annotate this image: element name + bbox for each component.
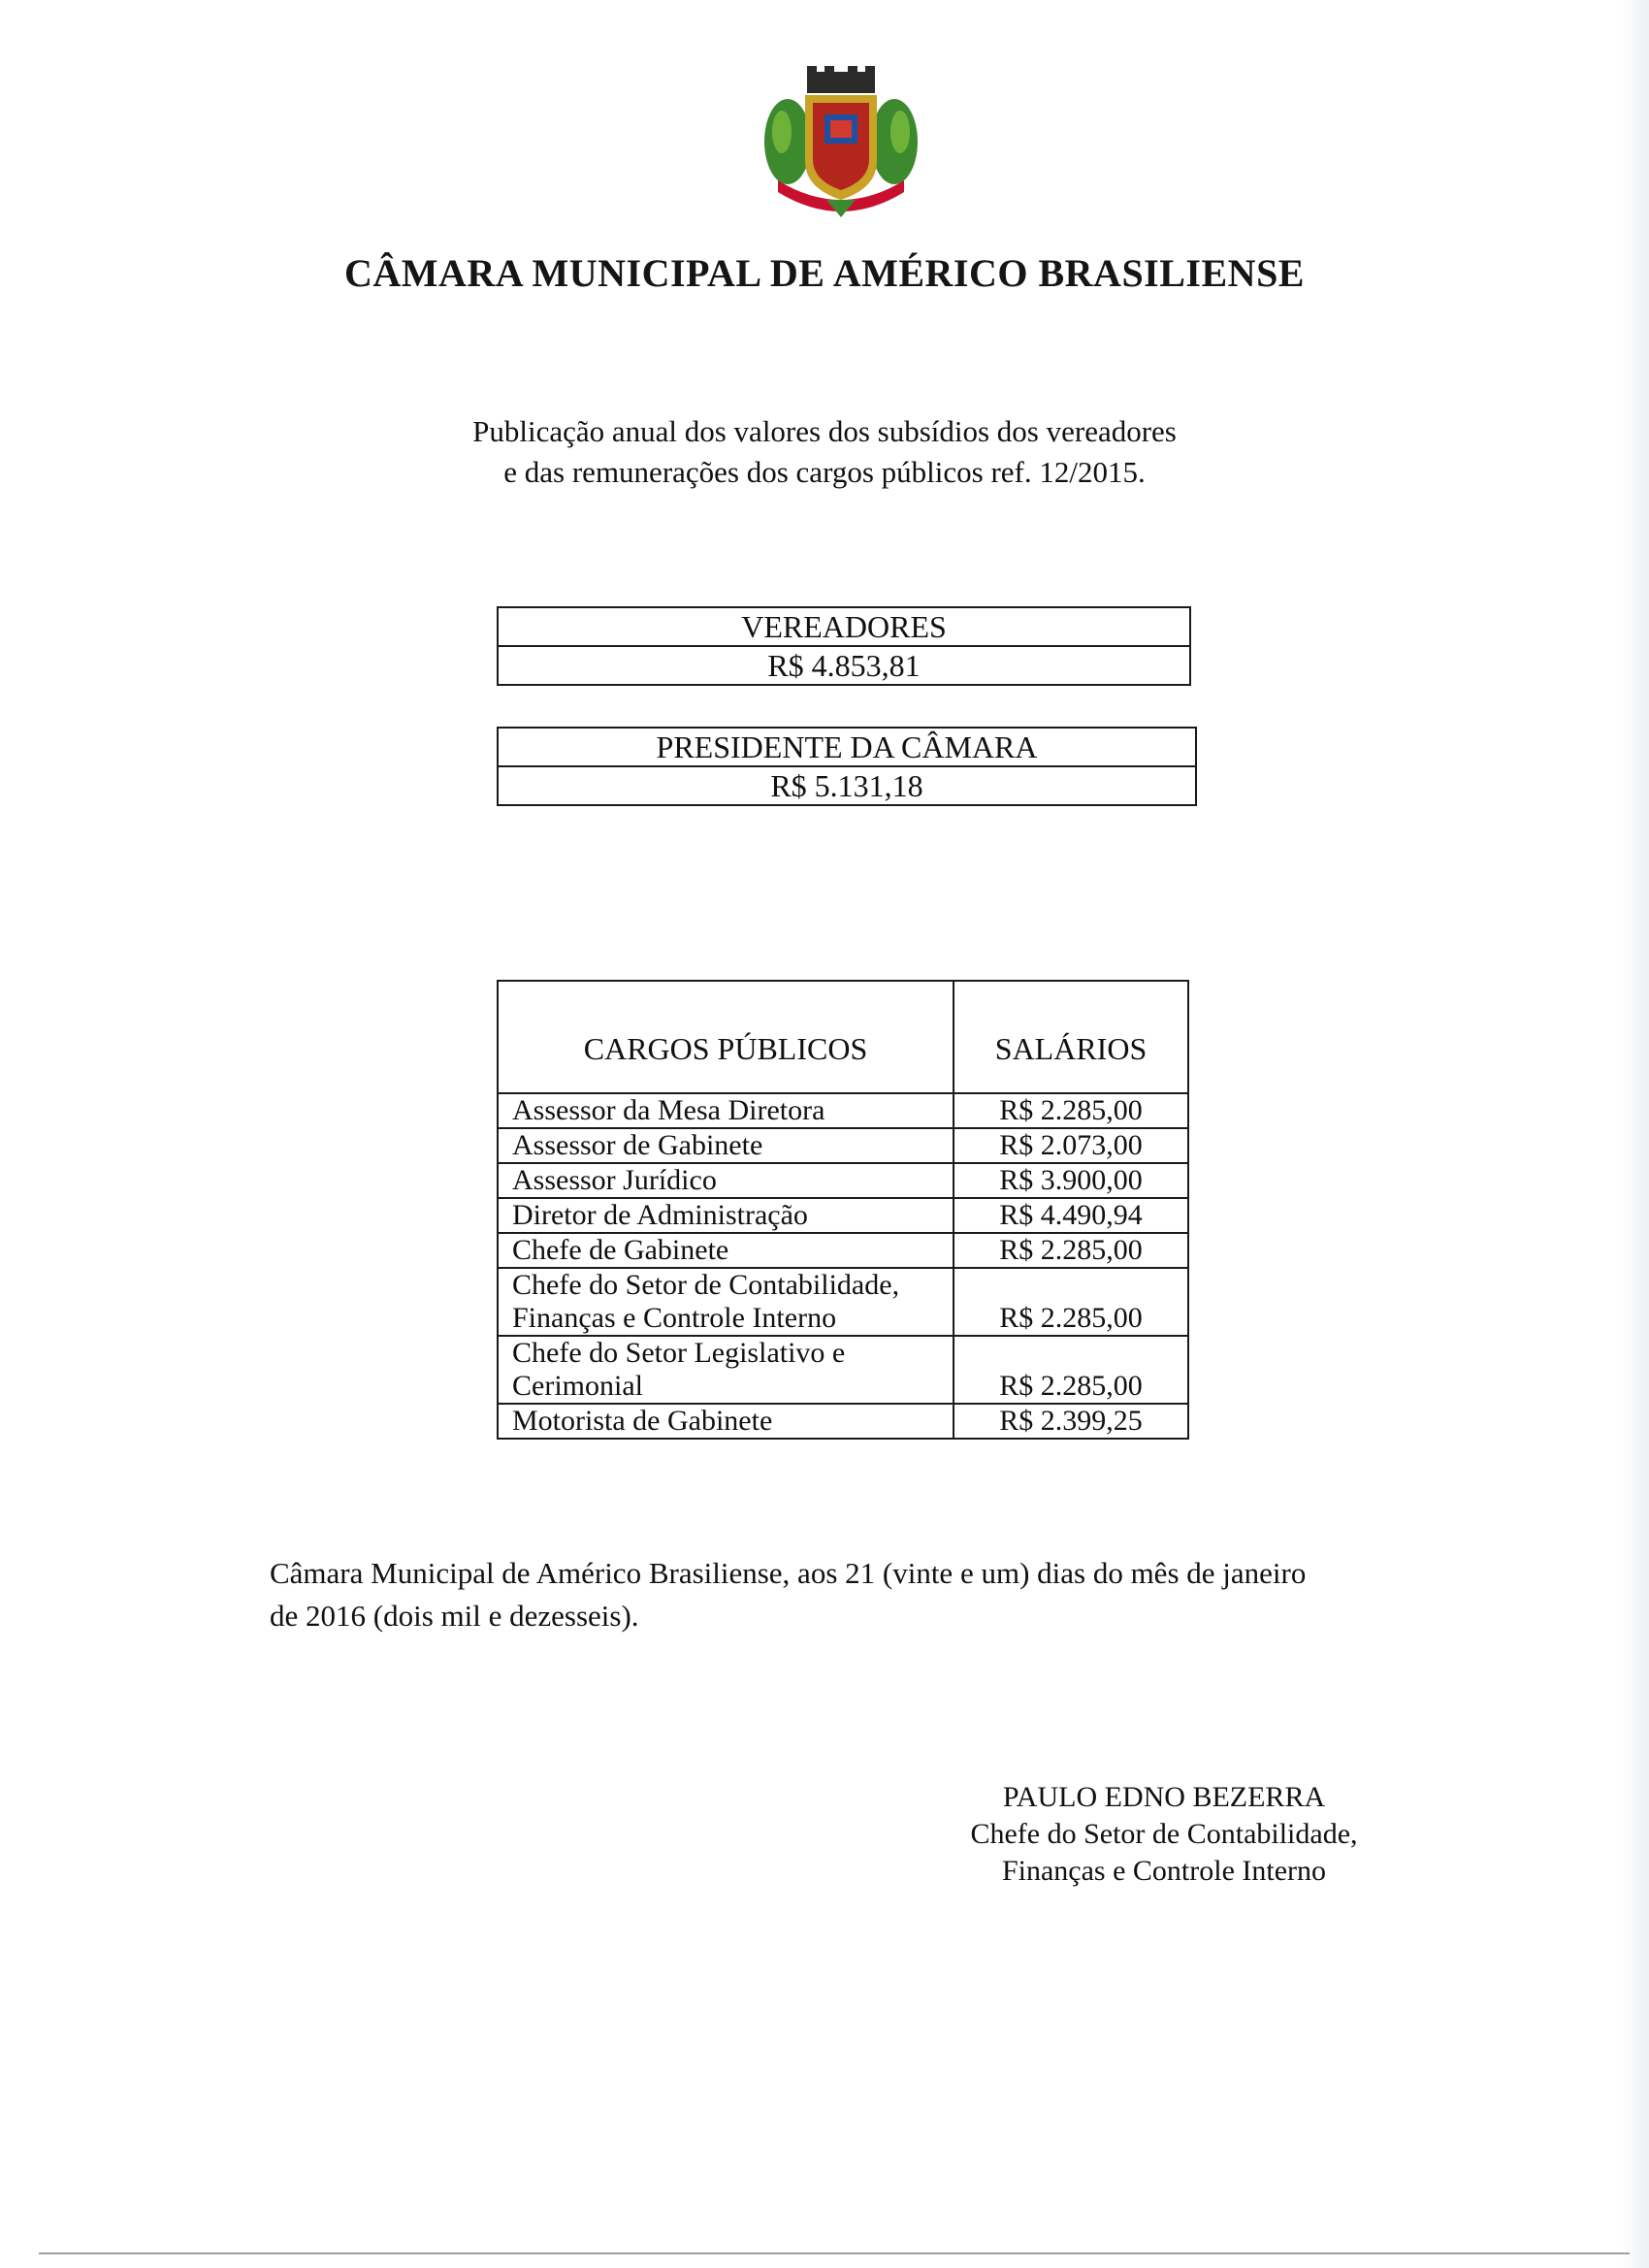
intro-text xyxy=(0,411,1649,493)
table-row xyxy=(498,1163,1188,1198)
salario-cell: R$ 2.285,00 xyxy=(954,1093,1188,1128)
salario-cell: R$ 2.285,00 xyxy=(954,1233,1188,1268)
cargo-name: Diretor de Administração xyxy=(512,1199,808,1231)
table-row xyxy=(498,1404,1188,1439)
closing-line-1: Câmara Municipal de Américo Brasiliense, aos 21 (vinte e um) dias do mês de janeiro xyxy=(270,1556,1307,1590)
scan-bottom-line xyxy=(39,2252,1630,2254)
table-row xyxy=(498,1233,1188,1268)
cargo-name-line-1: Chefe do Setor Legislativo e xyxy=(512,1337,846,1369)
vereadores-label: VEREADORES xyxy=(741,609,947,644)
presidente-label: PRESIDENTE DA CÂMARA xyxy=(656,729,1038,764)
coat-of-arms-icon xyxy=(759,64,923,219)
cargo-name: Assessor da Mesa Diretora xyxy=(512,1094,825,1126)
presidente-box xyxy=(497,727,1197,806)
signatory-role-line-1: Chefe do Setor de Contabilidade, xyxy=(970,1818,1358,1850)
table-row xyxy=(498,1268,1188,1336)
cargos-table xyxy=(497,980,1189,1440)
salario-cell: R$ 2.285,00 xyxy=(954,1336,1188,1404)
cargo-cell xyxy=(498,1404,954,1439)
table-row xyxy=(498,1128,1188,1163)
cargo-cell xyxy=(498,1336,954,1404)
cargo-cell xyxy=(498,1233,954,1268)
vereadores-box xyxy=(497,606,1191,686)
closing-text xyxy=(270,1552,1434,1637)
cargo-name: Motorista de Gabinete xyxy=(512,1405,773,1437)
vereadores-value: R$ 4.853,81 xyxy=(499,645,1189,684)
signatory-name: PAULO EDNO BEZERRA xyxy=(1002,1781,1326,1813)
salario-cell: R$ 2.285,00 xyxy=(954,1268,1188,1336)
cargo-name: Chefe de Gabinete xyxy=(512,1234,729,1266)
salario-cell: R$ 3.900,00 xyxy=(954,1163,1188,1198)
cargo-name: Assessor de Gabinete xyxy=(512,1129,763,1161)
cargo-name: Assessor Jurídico xyxy=(512,1164,717,1196)
signatory-role-line-2: Finanças e Controle Interno xyxy=(1001,1855,1327,1887)
table-header-row xyxy=(498,981,1188,1093)
cargo-cell xyxy=(498,1163,954,1198)
salario-cell: R$ 2.073,00 xyxy=(954,1128,1188,1163)
cargo-cell xyxy=(498,1128,954,1163)
scan-edge xyxy=(1622,0,1649,2268)
page-title: CÂMARA MUNICIPAL DE AMÉRICO BRASILIENSE xyxy=(344,251,1305,295)
header-cargos: CARGOS PÚBLICOS xyxy=(498,981,954,1093)
salario-cell: R$ 4.490,94 xyxy=(954,1198,1188,1233)
closing-line-2: de 2016 (dois mil e dezesseis). xyxy=(270,1599,639,1633)
signature-block xyxy=(922,1779,1406,1890)
cargo-name-line-1: Chefe do Setor de Contabilidade, xyxy=(512,1269,900,1301)
intro-line-2: e das remunerações dos cargos públicos ref. 12/2015. xyxy=(503,455,1146,489)
salario-cell: R$ 2.399,25 xyxy=(954,1404,1188,1439)
cargo-cell xyxy=(498,1093,954,1128)
table-row xyxy=(498,1336,1188,1404)
cargo-name-line-2: Cerimonial xyxy=(512,1370,643,1402)
cargo-name-line-2: Finanças e Controle Interno xyxy=(512,1302,837,1334)
cargo-cell xyxy=(498,1268,954,1336)
intro-line-1: Publicação anual dos valores dos subsídios dos vereadores xyxy=(472,414,1177,448)
table-row xyxy=(498,1093,1188,1128)
header-salarios: SALÁRIOS xyxy=(954,981,1188,1093)
cargo-cell xyxy=(498,1198,954,1233)
table-row xyxy=(498,1198,1188,1233)
presidente-value: R$ 5.131,18 xyxy=(499,765,1195,804)
